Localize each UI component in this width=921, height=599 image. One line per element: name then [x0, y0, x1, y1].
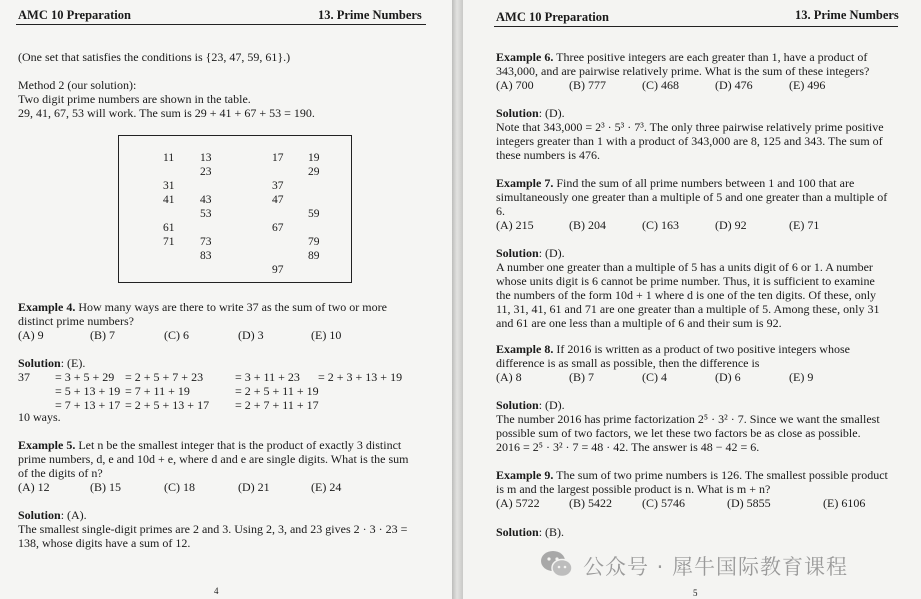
prime-cell: 71 — [163, 236, 175, 248]
text-line: whose units digit is 6 cannot be prime number. Thus, it is sufficient to examine — [496, 274, 875, 288]
text-line: Note that 343,000 = 2³ · 5³ · 7³. The only three pairwise relatively prime positive — [496, 120, 884, 134]
solution-heading: Solution: (A). — [18, 508, 87, 522]
choice: (C) 18 — [164, 480, 195, 494]
choice: (B) 7 — [90, 328, 115, 342]
choice: (C) 163 — [642, 218, 679, 232]
header-rule — [16, 24, 426, 25]
equation: = 2 + 5 + 11 + 19 — [235, 384, 319, 398]
prime-cell: 31 — [163, 180, 175, 192]
solution-heading: Solution: (D). — [496, 398, 565, 412]
example-5-question: Example 5. Let n be the smallest integer that is the product of exactly 3 distinct — [18, 438, 402, 452]
choice: (D) 3 — [238, 328, 264, 342]
text-line: 2016 = 2⁵ · 3² · 7 = 48 · 42. The answer is 48 − 42 = 6. — [496, 440, 760, 454]
choice: (B) 777 — [569, 78, 606, 92]
prime-cell: 47 — [272, 194, 284, 206]
text-line: 138, whose digits have a sum of 12. — [18, 536, 191, 550]
choice: (A) 700 — [496, 78, 534, 92]
header-chapter: 13. Prime Numbers — [795, 8, 899, 22]
example-9-question: Example 9. The sum of two prime numbers is 126. The smallest possible product — [496, 468, 888, 482]
prime-cell: 97 — [272, 264, 284, 276]
choice: (E) 10 — [311, 328, 342, 342]
equation: = 2 + 7 + 11 + 17 — [235, 398, 319, 412]
header-rule — [494, 26, 898, 27]
text-line: 6. — [496, 204, 505, 218]
solution-heading: Solution: (E). — [18, 356, 86, 370]
text-line: difference is as small as possible, then the difference is — [496, 356, 760, 370]
text-line: 29, 41, 67, 53 will work. The sum is 29 + 41 + 67 + 53 = 190. — [18, 106, 315, 120]
equation: = 3 + 5 + 29 — [55, 370, 115, 384]
choice: (D) 6 — [715, 370, 741, 384]
prime-cell: 11 — [163, 152, 175, 164]
text-line: possible sum of two factors, we let these two factors be as close as possible. — [496, 426, 861, 440]
choice: (C) 5746 — [642, 496, 685, 510]
prime-cell: 79 — [308, 236, 320, 248]
prime-cell: 73 — [200, 236, 212, 248]
header-title: AMC 10 Preparation — [496, 10, 609, 24]
page-number: 5 — [693, 588, 698, 598]
prime-cell: 29 — [308, 166, 320, 178]
text-line: simultaneously one greater than a multiple of 5 and one greater than a multiple of — [496, 190, 888, 204]
choice: (E) 6106 — [823, 496, 866, 510]
example-8-question: Example 8. If 2016 is written as a product of two positive integers whose — [496, 342, 850, 356]
page-number: 4 — [214, 586, 219, 596]
equation: = 3 + 11 + 23 — [235, 370, 300, 384]
prime-table — [118, 135, 352, 283]
choice: (E) 496 — [789, 78, 826, 92]
prime-cell: 83 — [200, 250, 212, 262]
text-line: integers greater than 1 with a product of 343,000 are 8, 125 and 343. The sum of — [496, 134, 883, 148]
equation: = 7 + 11 + 19 — [125, 384, 190, 398]
text-line: 343,000, and are pairwise relatively prime. What is the sum of these integers? — [496, 64, 870, 78]
choice: (A) 12 — [18, 480, 50, 494]
text-line: the numbers of the form 10d + 1 where d is one of the ten digits. Of these, only — [496, 288, 877, 302]
choice: (A) 8 — [496, 370, 522, 384]
right-page — [463, 0, 921, 599]
left-page — [0, 0, 452, 599]
choice: (C) 468 — [642, 78, 679, 92]
example-7-question: Example 7. Find the sum of all prime numbers between 1 and 100 that are — [496, 176, 855, 190]
choice: (C) 4 — [642, 370, 667, 384]
text-line: distinct prime numbers? — [18, 314, 134, 328]
solution-heading: Solution: (B). — [496, 525, 565, 539]
text-line: The number 2016 has prime factorization 2⁵ · 3² · 7. Since we want the smallest — [496, 412, 880, 426]
prime-cell: 61 — [163, 222, 175, 234]
choice: (D) 5855 — [727, 496, 771, 510]
text-line: A number one greater than a multiple of 5 has a units digit of 6 or 1. A number — [496, 260, 873, 274]
choice: (E) 71 — [789, 218, 820, 232]
prime-cell: 41 — [163, 194, 175, 206]
prime-cell: 19 — [308, 152, 320, 164]
prime-cell: 13 — [200, 152, 212, 164]
choice: (A) 215 — [496, 218, 534, 232]
choice: (B) 7 — [569, 370, 594, 384]
equation-lhs: 37 — [18, 370, 30, 384]
text-line: 11, 31, 41, 61 and 71 are one greater than a multiple of 5. Among these, only 31 — [496, 302, 880, 316]
wechat-logo-icon — [539, 548, 575, 580]
text-line: of the digits of n? — [18, 466, 103, 480]
text-line: prime numbers, d, e and 10d + e, where d and e are single digits. What is the sum — [18, 452, 409, 466]
book-gutter — [452, 0, 463, 599]
example-6-question: Example 6. Three positive integers are each greater than 1, have a product of — [496, 50, 868, 64]
equation: = 5 + 13 + 19 — [55, 384, 121, 398]
choice: (B) 15 — [90, 480, 121, 494]
prime-cell: 59 — [308, 208, 320, 220]
prime-cell: 37 — [272, 180, 284, 192]
example-4-question: Example 4. How many ways are there to write 37 as the sum of two or more — [18, 300, 387, 314]
choice: (C) 6 — [164, 328, 189, 342]
text-line: Method 2 (our solution): — [18, 78, 137, 92]
text-line: these numbers is 476. — [496, 148, 600, 162]
prime-cell: 23 — [200, 166, 212, 178]
choice: (A) 5722 — [496, 496, 540, 510]
prime-cell: 89 — [308, 250, 320, 262]
header-chapter: 13. Prime Numbers — [318, 8, 422, 22]
choice: (A) 9 — [18, 328, 44, 342]
text-line: and 61 are one less than a multiple of 6 and their sum is 92. — [496, 316, 782, 330]
text-line: (One set that satisfies the conditions is {23, 47, 59, 61}.) — [18, 50, 291, 64]
text-line: Two digit prime numbers are shown in the table. — [18, 92, 251, 106]
equation: = 2 + 3 + 13 + 19 — [318, 370, 403, 384]
choice: (B) 204 — [569, 218, 606, 232]
choice: (B) 5422 — [569, 496, 612, 510]
prime-cell: 53 — [200, 208, 212, 220]
equation: = 2 + 5 + 13 + 17 — [125, 398, 210, 412]
choice: (D) 21 — [238, 480, 270, 494]
prime-cell: 67 — [272, 222, 284, 234]
choice: (D) 92 — [715, 218, 747, 232]
text-line: The smallest single-digit primes are 2 and 3. Using 2, 3, and 23 gives 2 · 3 · 23 = — [18, 522, 408, 536]
solution-heading: Solution: (D). — [496, 106, 565, 120]
choice: (E) 9 — [789, 370, 814, 384]
text-line: 10 ways. — [18, 410, 61, 424]
prime-cell: 17 — [272, 152, 284, 164]
header-title: AMC 10 Preparation — [18, 8, 131, 22]
watermark-text: 公众号 · 犀牛国际教育课程 — [583, 555, 849, 579]
text-line: is m and the largest possible product is n. What is m + n? — [496, 482, 771, 496]
choice: (E) 24 — [311, 480, 342, 494]
solution-heading: Solution: (D). — [496, 246, 565, 260]
choice: (D) 476 — [715, 78, 753, 92]
equation: = 7 + 13 + 17 — [55, 398, 121, 412]
prime-cell: 43 — [200, 194, 212, 206]
equation: = 2 + 5 + 7 + 23 — [125, 370, 204, 384]
